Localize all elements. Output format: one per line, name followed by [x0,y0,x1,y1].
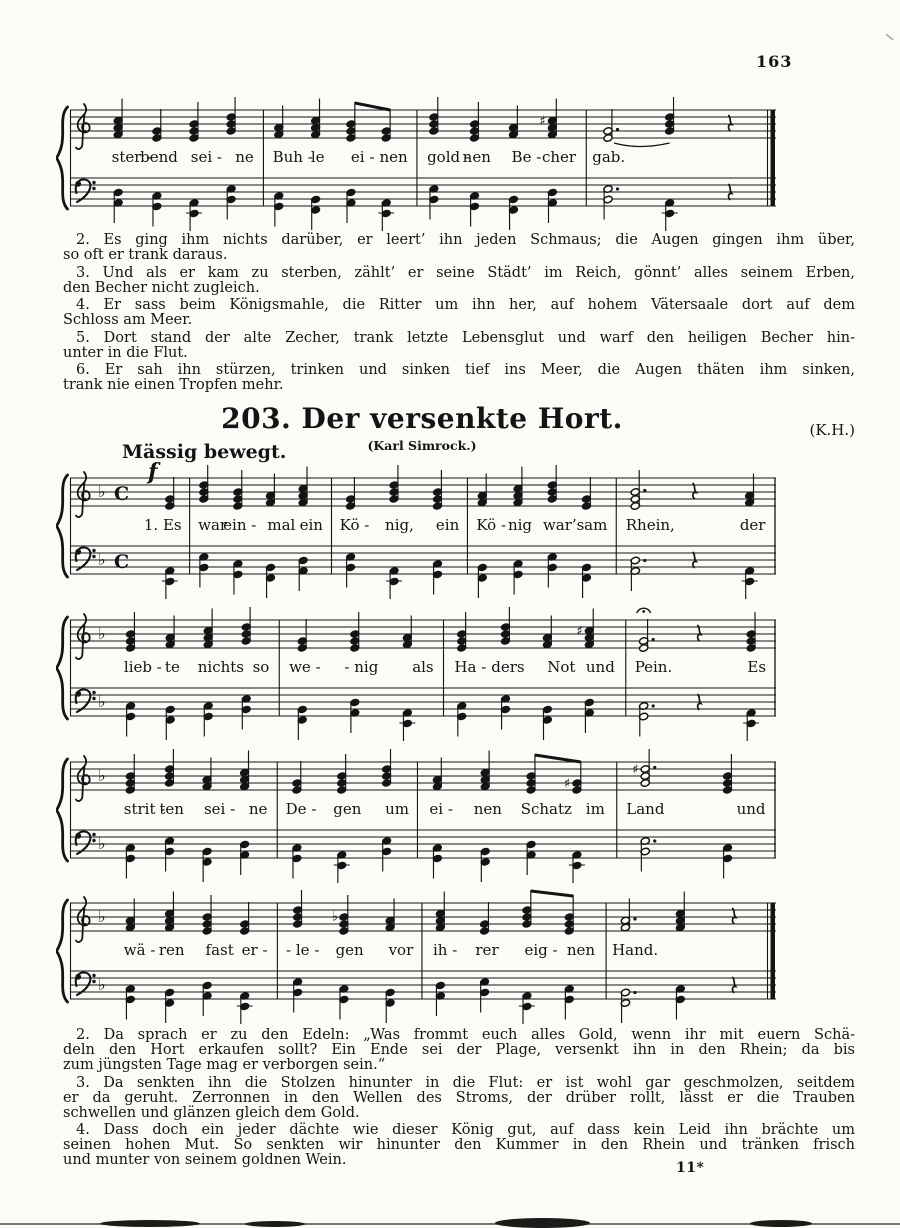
verse-line: 2. Es ging ihm nichts darüber, er leert’ ihn jeden Schmaus; die Augen gingen ihm über, [76,232,855,248]
printer-signature-mark: 11* [676,1160,705,1176]
lyric-syllable: ei - [350,148,375,166]
beam [535,755,581,762]
flat-icon: ♭ [98,766,106,785]
fermata-icon [642,610,645,613]
beam [355,103,390,110]
lyric-syllable: ders [491,658,525,676]
verse-line: seinen hohen Mut. So senkten wir hinunter den Kummer in den Rhein und tränken frisch [63,1137,855,1153]
lyric-syllable: strit - [123,800,166,818]
lyric-syllable: und [585,658,615,676]
lyric-syllable: nen [379,148,408,166]
flat-icon: ♭ [98,692,106,711]
song-title: 203. Der versenkte Hort. [221,402,623,435]
lyric-syllable: gab. [592,148,626,166]
lyric-syllable: war [198,516,228,534]
scan-edge-smudge [100,1220,200,1227]
lyric-syllable: Buh - [272,148,313,166]
system-brace-icon [57,759,68,861]
lyric-syllable: ne [248,800,268,818]
measure [635,608,766,741]
measure [273,99,408,232]
verse [63,331,855,361]
verse-line: schwellen und glänzen gleich dem Gold. [63,1104,360,1121]
verse-line: trank nie einen Tropfen mehr. [63,377,284,393]
verse [63,266,855,296]
lyric-syllable: ih - [432,941,458,959]
lyric-syllable: wä - [123,941,156,959]
beam [531,891,573,896]
lyric-syllable: er - [241,941,268,959]
verse [63,298,855,328]
measure [612,892,736,1024]
lyric-syllable: lieb - [123,658,162,676]
treble-clef-icon [76,104,90,149]
lyric-syllable: ein [299,516,323,534]
time-signature: C [114,483,130,505]
verse-line: so oft er trank daraus. [63,247,228,263]
sharp-icon: ♯ [632,762,639,778]
music-system-1 [56,94,780,234]
time-signature: C [114,551,130,573]
sharp-icon: ♯ [576,624,583,639]
previous-song-verse-block [63,233,855,396]
system-brace-icon [57,475,68,577]
verse-line: 6. Er sah ihn stürzen, trinken und sinken tief ins Meer, die Augen thäten ihm sinken, [76,362,855,378]
treble-clef-icon [76,897,90,942]
measure [626,749,766,879]
lyric-syllable: gold - [427,148,470,166]
tempo-marking: Mässig bewegt. [122,441,287,463]
lyric-syllable: und [736,800,766,818]
lyric-syllable: nen [462,148,491,166]
lyric-syllable: te [164,658,180,676]
lyric-syllable: we - [289,658,321,676]
verse-line: unter in die Flut. [63,344,188,361]
verse [63,363,855,393]
lyric-syllable: nen [473,800,502,818]
measure [289,612,434,741]
system-brace-icon [57,107,68,209]
arranger-initials: (K.H.) [809,421,855,439]
final-barline [771,903,776,999]
lyric-syllable: fast [205,941,234,959]
lyric-syllable: so [252,658,270,676]
song-verse-block [63,1028,855,1171]
lyric-syllable: Schatz [520,800,572,818]
flat-icon: ♭ [98,975,106,994]
lyric-syllable: nig, [385,516,414,534]
lyric-syllable: Be - [511,148,542,166]
lyric-syllable: De - [285,800,317,818]
flat-icon: ♭ [98,907,106,926]
flat-icon: ♭ [98,550,106,569]
verse-line: zum jüngsten Tage mag er verborgen sein.“ [63,1057,386,1073]
lyric-syllable: um [385,800,410,818]
treble-clef-icon [76,614,90,659]
music-system-4 [56,746,780,886]
lyric-syllable: ein - [223,516,257,534]
lyric-syllable: nen [566,941,596,959]
lyric-syllable: ei - [429,800,453,818]
verse-line: 5. Dort stand der alte Zecher, trank letzte Lebensglut und warf den heiligen Becher hin- [76,329,855,346]
verse [63,1076,855,1121]
music-system-2 [56,462,780,602]
lyric-syllable: nichts [197,658,244,676]
sharp-icon: ♯ [539,114,546,129]
lyric-syllable: le [310,148,325,166]
music-system-3 [56,604,780,744]
lyric-syllable: - nig [344,658,379,676]
lyric-syllable: als [412,658,434,676]
treble-clef-icon [76,472,90,517]
verse [63,1028,855,1073]
measure [124,892,268,1025]
dynamic-marking: f [148,462,158,485]
lyric-syllable: Hand. [612,941,659,959]
music-system-5 [56,887,780,1027]
system-brace-icon [57,900,68,1002]
lyric-syllable: sei - [190,148,222,166]
lyric-syllable: Es [747,658,767,676]
verse-line: 3. Da senkten ihn die Stolzen hinunter in die Flut: er ist wohl gar geschmolzen, seitdem [76,1074,855,1091]
lyric-syllable: Rhein, [625,516,675,534]
lyric-syllable: sei - [203,800,236,818]
verse-line: 3. Und als er kam zu sterben, zählt’ er seine Städt’ im Reich, gönnt’ alles seinem Erben, [76,264,855,281]
verse [63,1123,855,1168]
lyric-syllable: war’s [542,516,585,534]
measure [429,751,604,884]
lyric-syllable: gen [333,800,362,818]
lyric-syllable: am [584,516,608,534]
verse-line: 4. Er sass beim Königsmahle, die Ritter um ihn her, auf hohem Vätersaale dort auf dem [76,297,855,313]
verse-line: deln den Hort erkaufen sollt? Ein Ende sei der Plage, versenkt ihn in den Rhein; da bis [63,1042,855,1058]
lyric-syllable: rer [475,941,499,959]
verse-line: 2. Da sprach er zu den Edeln: „Was frommt euch alles Gold, wenn ihr mit euern Schä- [76,1027,855,1043]
lyric-syllable: bend [140,148,178,166]
lyric-syllable: vor [388,941,414,959]
flat-icon: ♭ [98,482,106,501]
measure [626,470,767,599]
lyric-syllable: ten [159,800,184,818]
lyric-syllable: der [739,516,766,534]
page-number: 163 [756,52,793,71]
scan-edge-smudge [495,1218,590,1228]
lyric-syllable: mal [267,516,296,534]
verse-line: den Becher nicht zugleich. [63,279,260,296]
measure [144,477,182,599]
system-brace-icon [57,617,68,719]
tie-icon [614,143,670,147]
verse-line: er da geruht. Zerronnen in den Wellen des Stroms, der drüber rollt, lässt er die Trauben [63,1089,855,1106]
lyric-syllable: 1. Es [143,516,182,534]
lyric-syllable: ster - [111,148,152,166]
lyric-syllable: Pein. [634,658,673,676]
verse-line: Schloss am Meer. [63,312,193,328]
lyric-syllable: ne [235,148,254,166]
lyric-syllable: Not [547,658,576,676]
poet-credit: (Karl Simrock.) [367,438,477,453]
lyric-syllable: eig - [524,941,558,959]
flat-icon: ♭ [98,624,106,643]
lyric-syllable: cher [541,148,577,166]
scan-edge-smudge [245,1221,305,1227]
verse-line: 4. Dass doch ein jeder dächte wie dieser König gut, auf dass kein Leid ihn brächte um [76,1122,855,1138]
lyric-syllable: ren [158,941,185,959]
treble-clef-icon [76,756,90,801]
flat-icon: ♭ [98,834,106,853]
verse [63,233,855,263]
lyric-syllable: Land [626,800,665,818]
lyric-syllable: Kö - [339,516,370,534]
scan-artifact [885,33,893,40]
final-barline [771,110,776,206]
flat-icon: ♭ [331,909,339,925]
lyric-syllable: ein [435,516,460,534]
verse-line: und munter von seinem goldnen Wein. [63,1152,347,1168]
scan-edge-smudge [750,1220,812,1227]
lyric-syllable: Ha - [454,658,487,676]
lyric-syllable: im [585,800,605,818]
lyric-syllable: Kö - [476,516,507,534]
lyric-syllable: gen [335,941,364,959]
sharp-icon: ♯ [563,776,571,792]
lyric-syllable: - le - [286,941,320,959]
lyric-syllable: nig [507,516,533,534]
